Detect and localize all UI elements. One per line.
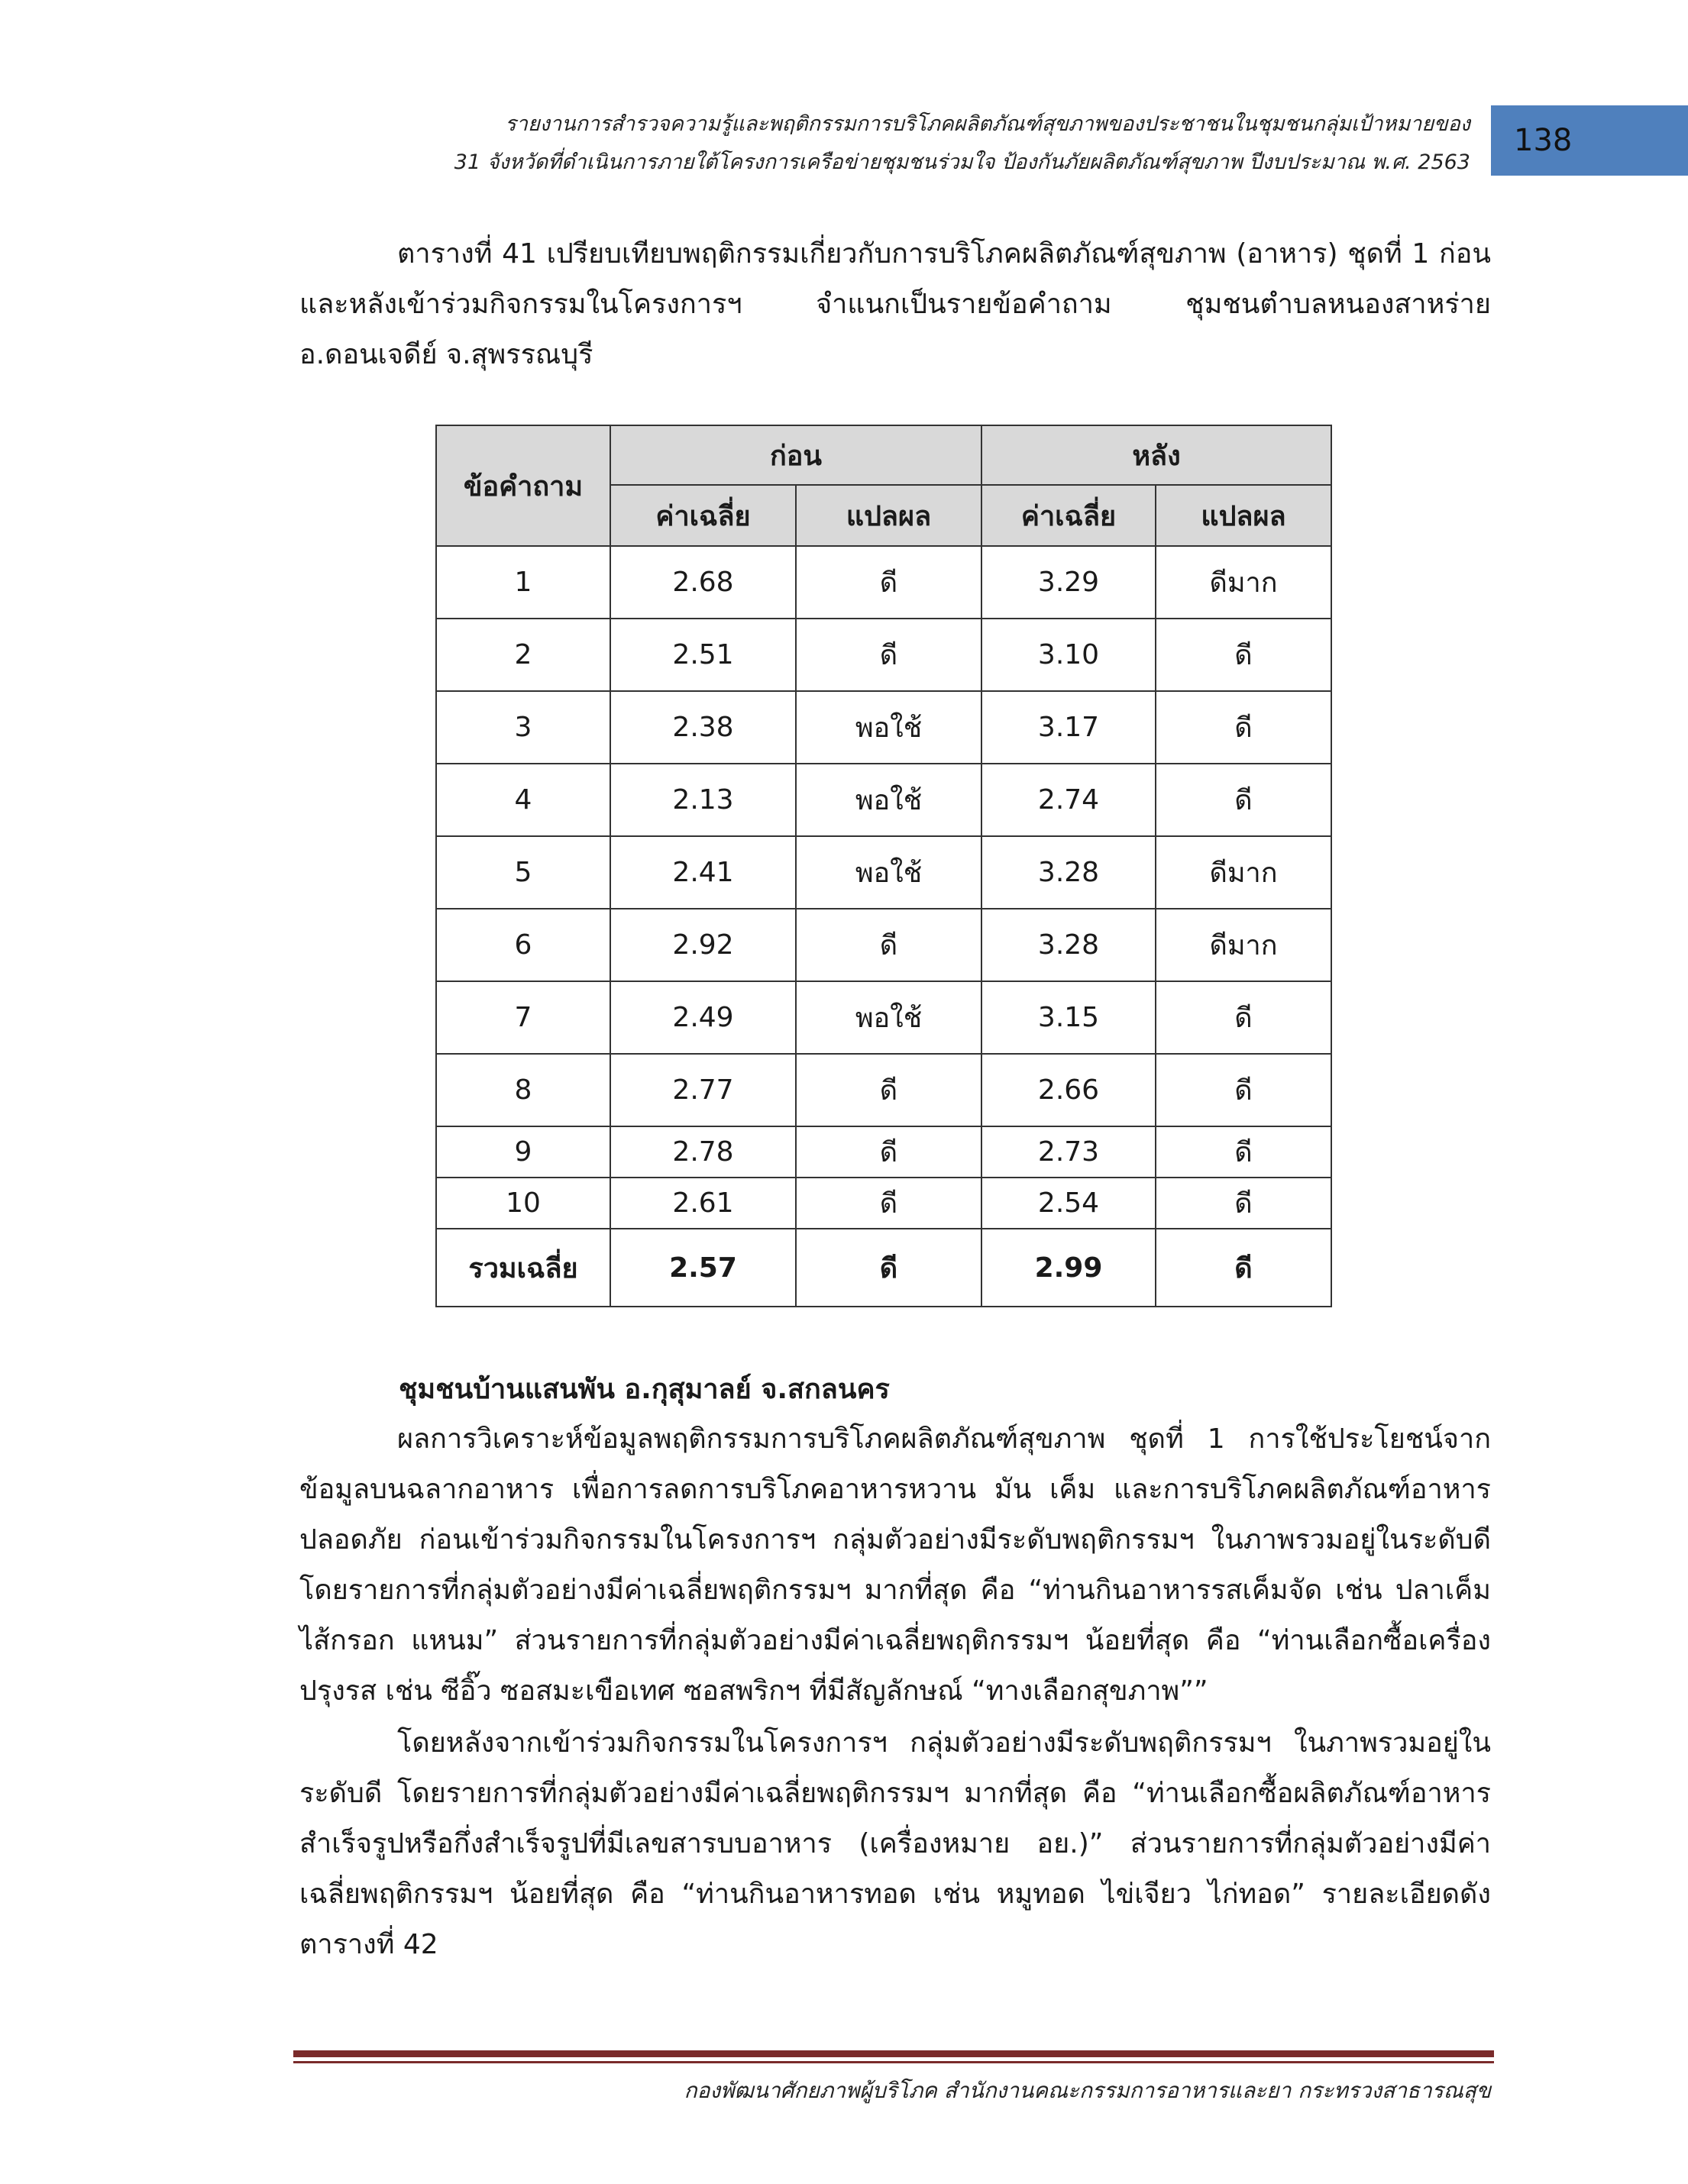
header-after-mean: ค่าเฉลี่ย <box>981 485 1156 546</box>
cell-before-mean: 2.68 <box>610 546 796 619</box>
cell-question: 6 <box>436 909 610 981</box>
header-after: หลัง <box>981 425 1331 485</box>
cell-after-mean: 2.74 <box>981 764 1156 836</box>
cell-after-mean: 3.28 <box>981 836 1156 909</box>
cell-after-interp: ดี <box>1156 1054 1331 1126</box>
table-row <box>436 1178 1331 1229</box>
paragraph-before: ผลการวิเคราะห์ข้อมูลพฤติกรรมการบริโภคผลิตภัณฑ์สุขภาพ ชุดที่ 1 การใช้ประโยชน์จากข้อมูลบนฉลากอาหาร เพื่อการลดการบริโภคอาหารหวาน มัน เค็ม และการบริโภคผลิตภัณฑ์อาหารปลอดภัย ก่อนเข้าร่วมกิจกรรมในโครงการฯ กลุ่มตัวอย่างมีระดับพฤติกรรมฯ ในภาพรวมอยู่ในระดับดี โดยรายการที่กลุ่มตัวอย่างมีค่าเฉลี่ยพฤติกรรมฯ มากที่สุด คือ “ท่านกินอาหารรสเค็มจัด เช่น ปลาเค็ม ไส้กรอก แหนม” ส่วนรายการที่กลุ่มตัวอย่างมีค่าเฉลี่ยพฤติกรรมฯ น้อยที่สุด คือ “ท่านเลือกซื้อเครื่องปรุงรส เช่น ซีอิ๊ว ซอสมะเขือเทศ ซอสพริกฯ ที่มีสัญลักษณ์ “ทางเลือกสุขภาพ”” <box>299 1423 1491 1707</box>
cell-before-mean: 2.78 <box>610 1126 796 1178</box>
cell-after-mean: 2.54 <box>981 1178 1156 1229</box>
cell-before-interp: พอใช้ <box>796 764 981 836</box>
header-after-interp: แปลผล <box>1156 485 1331 546</box>
table-row <box>436 909 1331 981</box>
footer-divider-thin <box>293 2061 1494 2063</box>
cell-after-mean: 2.73 <box>981 1126 1156 1178</box>
header-before-mean: ค่าเฉลี่ย <box>610 485 796 546</box>
cell-after-interp: ดีมาก <box>1156 546 1331 619</box>
cell-before-interp: ดี <box>796 1178 981 1229</box>
cell-before-interp: ดี <box>796 619 981 691</box>
cell-question: 9 <box>436 1126 610 1178</box>
header-report-title-line-1: รายงานการสำรวจความรู้และพฤติกรรมการบริโภคผลิตภัณฑ์สุขภาพของประชาชนในชุมชนกลุ่มเป้าหมายของ <box>505 112 1470 136</box>
table-row <box>436 836 1331 909</box>
cell-before-mean: 2.92 <box>610 909 796 981</box>
cell-after-mean: 3.29 <box>981 546 1156 619</box>
cell-before-interp: พอใช้ <box>796 981 981 1054</box>
cell-after-mean: 3.10 <box>981 619 1156 691</box>
cell-total-label: รวมเฉลี่ย <box>436 1229 610 1307</box>
comparison-table <box>435 425 1332 1307</box>
cell-after-mean: 2.66 <box>981 1054 1156 1126</box>
cell-question: 5 <box>436 836 610 909</box>
cell-after-interp: ดี <box>1156 619 1331 691</box>
cell-before-mean: 2.49 <box>610 981 796 1054</box>
header-before: ก่อน <box>610 425 981 485</box>
cell-question: 7 <box>436 981 610 1054</box>
table-caption: ตารางที่ 41 เปรียบเทียบพฤติกรรมเกี่ยวกับการบริโภคผลิตภัณฑ์สุขภาพ (อาหาร) ชุดที่ 1 ก่อนและหลังเข้าร่วมกิจกรรมในโครงการฯ จำแนกเป็นรายข้อคำถาม ชุมชนตำบลหนองสาหร่าย อ.ดอนเจดีย์ จ.สุพรรณบุรี <box>299 238 1491 370</box>
cell-after-interp: ดี <box>1156 691 1331 764</box>
cell-after-interp: ดีมาก <box>1156 836 1331 909</box>
cell-question: 2 <box>436 619 610 691</box>
page-number: 138 <box>1514 123 1573 158</box>
cell-after-mean: 3.15 <box>981 981 1156 1054</box>
cell-after-interp: ดีมาก <box>1156 909 1331 981</box>
cell-before-interp: ดี <box>796 909 981 981</box>
cell-after-interp: ดี <box>1156 1126 1331 1178</box>
footer-organization: กองพัฒนาศักยภาพผู้บริโภค สำนักงานคณะกรรมการอาหารและยา กระทรวงสาธารณสุข <box>684 2078 1491 2103</box>
cell-after-interp: ดี <box>1156 981 1331 1054</box>
cell-question: 10 <box>436 1178 610 1229</box>
header-before-interp: แปลผล <box>796 485 981 546</box>
table-row <box>436 981 1331 1054</box>
cell-total-before-mean: 2.57 <box>610 1229 796 1307</box>
cell-total-after-interp: ดี <box>1156 1229 1331 1307</box>
header-question: ข้อคำถาม <box>436 425 610 546</box>
cell-before-interp: ดี <box>796 1054 981 1126</box>
cell-question: 4 <box>436 764 610 836</box>
table-row <box>436 764 1331 836</box>
cell-before-mean: 2.61 <box>610 1178 796 1229</box>
cell-before-mean: 2.38 <box>610 691 796 764</box>
cell-before-mean: 2.13 <box>610 764 796 836</box>
cell-question: 1 <box>436 546 610 619</box>
cell-before-interp: พอใช้ <box>796 691 981 764</box>
footer-divider-thick <box>293 2050 1494 2057</box>
cell-total-before-interp: ดี <box>796 1229 981 1307</box>
cell-total-after-mean: 2.99 <box>981 1229 1156 1307</box>
page-number-badge <box>1491 105 1688 176</box>
cell-before-mean: 2.77 <box>610 1054 796 1126</box>
header-report-title-line-2: 31 จังหวัดที่ดำเนินการภายใต้โครงการเครือข่ายชุมชนร่วมใจ ป้องกันภัยผลิตภัณฑ์สุขภาพ ปีงบประมาณ พ.ศ. 2563 <box>454 150 1470 174</box>
cell-after-mean: 3.17 <box>981 691 1156 764</box>
table-row <box>436 619 1331 691</box>
table-row <box>436 691 1331 764</box>
paragraph-after: โดยหลังจากเข้าร่วมกิจกรรมในโครงการฯ กลุ่มตัวอย่างมีระดับพฤติกรรมฯ ในภาพรวมอยู่ในระดับดี โดยรายการที่กลุ่มตัวอย่างมีค่าเฉลี่ยพฤติกรรมฯ มากที่สุด คือ “ท่านเลือกซื้อผลิตภัณฑ์อาหารสำเร็จรูปหรือกึ่งสำเร็จรูปที่มีเลขสารบบอาหาร (เครื่องหมาย อย.)” ส่วนรายการที่กลุ่มตัวอย่างมีค่าเฉลี่ยพฤติกรรมฯ น้อยที่สุด คือ “ท่านกินอาหารทอด เช่น หมูทอด ไข่เจียว ไก่ทอด” รายละเอียดดังตารางที่ 42 <box>299 1727 1491 1960</box>
cell-after-interp: ดี <box>1156 764 1331 836</box>
cell-before-mean: 2.51 <box>610 619 796 691</box>
cell-after-interp: ดี <box>1156 1178 1331 1229</box>
table-row <box>436 546 1331 619</box>
cell-before-interp: พอใช้ <box>796 836 981 909</box>
table-row <box>436 1126 1331 1178</box>
cell-question: 8 <box>436 1054 610 1126</box>
cell-before-interp: ดี <box>796 546 981 619</box>
cell-after-mean: 3.28 <box>981 909 1156 981</box>
table-total-row <box>436 1229 1331 1307</box>
table-row <box>436 1054 1331 1126</box>
cell-before-mean: 2.41 <box>610 836 796 909</box>
section-title: ชุมชนบ้านแสนพัน อ.กุสุมาลย์ จ.สกลนคร <box>399 1374 890 1405</box>
cell-before-interp: ดี <box>796 1126 981 1178</box>
cell-question: 3 <box>436 691 610 764</box>
